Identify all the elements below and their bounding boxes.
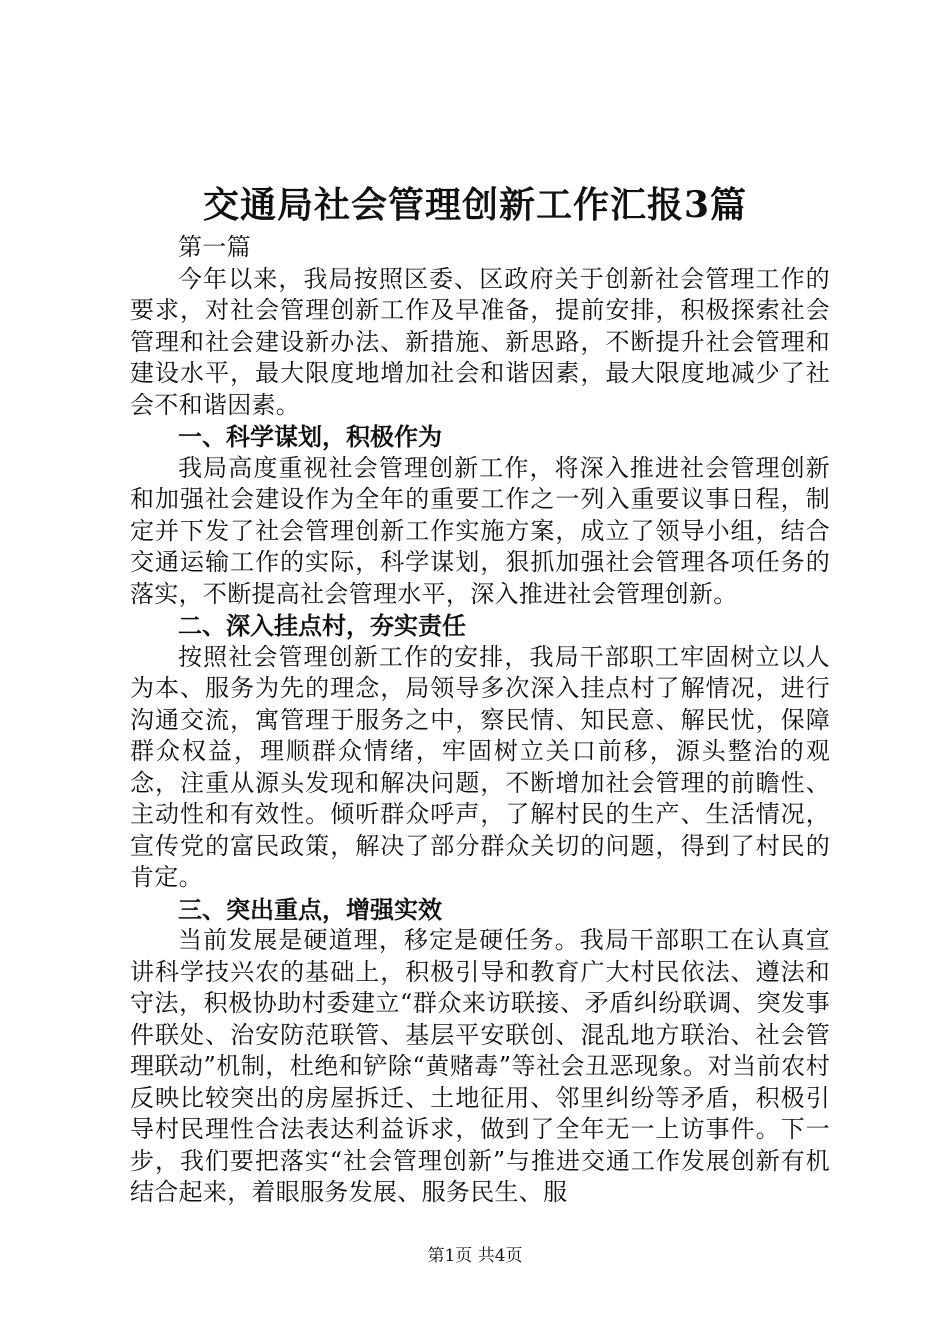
section-body-1: 我局高度重视社会管理创新工作，将深入推进社会管理创新和加强社会建设作为全年的重要工作之一列入重要议事日程，制定并下发了社会管理创新工作实施方案，成立了领导小组，结合交通运输工作的实际，科学谋划，狠抓加强社会管理各项任务的落实，不断提高社会管理水平，深入推进社会管理创新。	[130, 453, 830, 608]
document-title: 交通局社会管理创新工作汇报3篇	[202, 184, 748, 226]
section-heading-1: 一、科学谋划，积极作为	[178, 422, 442, 451]
part-label: 第一篇	[178, 233, 251, 261]
section-heading-2: 二、深入挂点村，夯实责任	[178, 611, 466, 640]
page-footer: 第1页 共4页	[427, 1246, 523, 1266]
intro-paragraph: 今年以来，我局按照区委、区政府关于创新社会管理工作的要求，对社会管理创新工作及早准备，提前安排，积极探索社会管理和社会建设新办法、新措施、新思路，不断提升社会管理和建设水平，最大限度地增加社会和谐因素，最大限度地减少了社会不和谐因素。	[130, 264, 830, 419]
section-body-2: 按照社会管理创新工作的安排，我局干部职工牢固树立以人为本、服务为先的理念，局领导多次深入挂点村了解情况，进行沟通交流，寓管理于服务之中，察民情、知民意、解民忧，保障群众权益，理顺群众情绪，牢固树立关口前移，源头整治的观念，注重从源头发现和解决问题，不断增加社会管理的前瞻性、主动性和有效性。倾听群众呼声，了解村民的生产、生活情况，宣传党的富民政策，解决了部分群众关切的问题，得到了村民的肯定。	[130, 642, 830, 891]
section-heading-3: 三、突出重点，增强实效	[178, 894, 442, 924]
section-body-3: 当前发展是硬道理，移定是硬任务。我局干部职工在认真宣讲科学技兴农的基础上，积极引导和教育广大村民依法、遵法和守法，积极协助村委建立“群众来访联接、矛盾纠纷联调、突发事件联处、治安防范联管、基层平安联创、混乱地方联治、社会管理联动”机制，杜绝和铲除“黄赌毒”等社会丑恶现象。对当前农村反映比较突出的房屋拆迁、土地征用、邻里纠纷等矛盾，积极引导村民理性合法表达利益诉求，做到了全年无一上访事件。下一步，我们要把落实“社会管理创新”与推进交通工作发展创新有机结合起来，着眼服务发展、服务民生、服	[130, 926, 830, 1206]
document-body	[130, 232, 830, 1209]
